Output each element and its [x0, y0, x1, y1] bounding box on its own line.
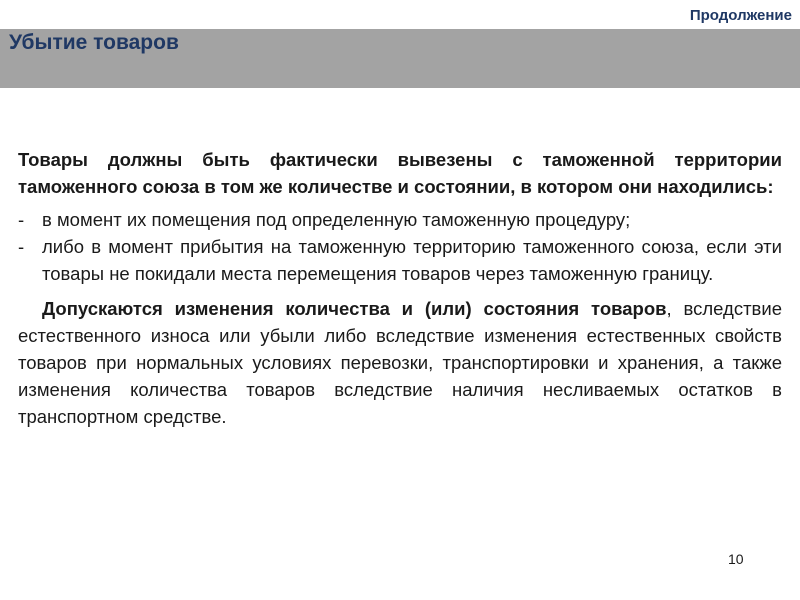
page-number: 10: [728, 551, 744, 567]
bullet-dash: -: [18, 236, 25, 257]
closing-text: , вследствие естественного износа или убыли либо вследствие изменения естественных свойств товаров при нормальных условиях перевозки, транспортировки и хранения, а также изменения количества товаров вследствие наличия несливаемых остатков в транспортном средстве.: [18, 298, 782, 427]
continuation-label: Продолжение: [689, 7, 792, 24]
closing-paragraph: [18, 295, 782, 430]
slide-content: [18, 146, 782, 430]
lead-paragraph: Товары должны быть фактически вывезены с таможенной территории таможенного союза в том же количестве и состоянии, в котором они находились:: [18, 149, 782, 197]
closing-emphasis: Допускаются изменения количества и (или) состояния товаров: [42, 298, 667, 319]
list-item: [18, 233, 782, 287]
slide-title: Убытие товаров: [9, 31, 179, 54]
list-item: [18, 206, 782, 233]
bullet-text: в момент их помещения под определенную таможенную процедуру;: [42, 209, 631, 230]
bullet-list: [18, 206, 782, 287]
bullet-dash: -: [18, 209, 25, 230]
bullet-text: либо в момент прибытия на таможенную территорию таможенного союза, если эти товары не покидали места перемещения товаров через таможенную границу.: [42, 236, 782, 284]
